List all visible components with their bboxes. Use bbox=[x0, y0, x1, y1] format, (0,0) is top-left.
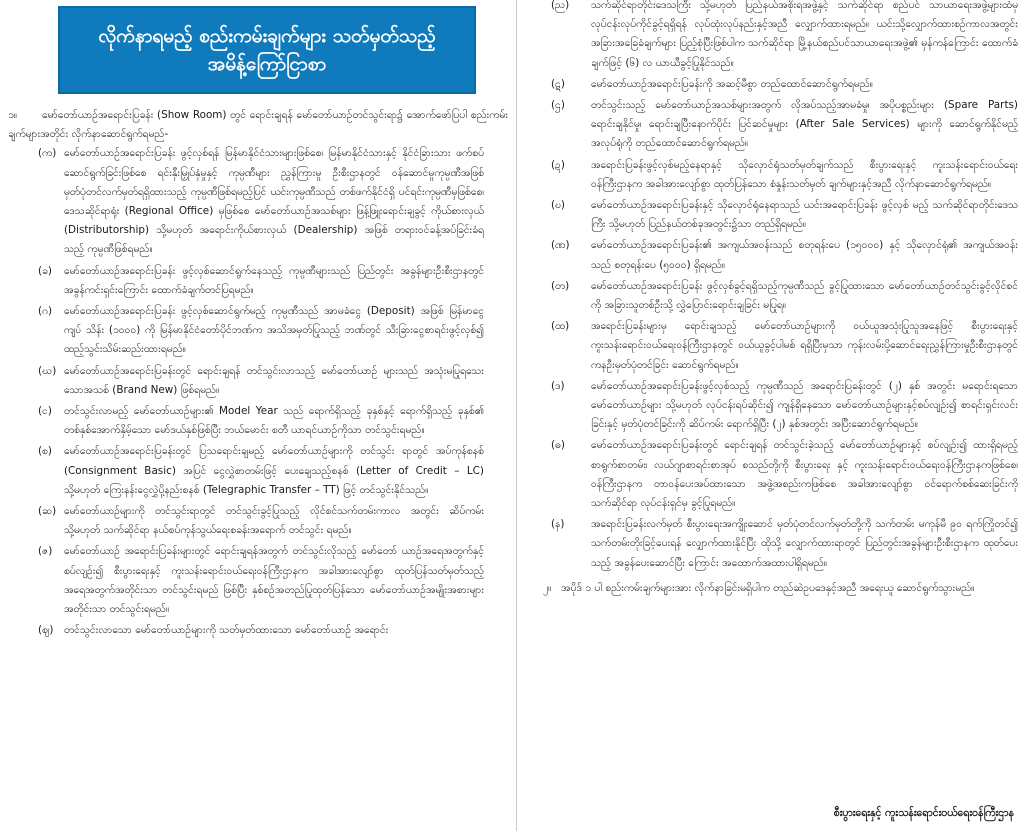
list-marker: (တ) bbox=[551, 279, 570, 292]
right-column bbox=[516, 0, 1028, 831]
paragraph-number: ၂။ bbox=[543, 581, 552, 594]
list-item bbox=[6, 262, 508, 300]
list-item bbox=[6, 402, 508, 440]
list-marker: (ဏ) bbox=[551, 239, 570, 252]
list-marker: (ဇ) bbox=[38, 545, 53, 558]
list-item bbox=[531, 436, 1018, 513]
list-marker: (စ) bbox=[38, 445, 52, 458]
list-item bbox=[6, 362, 508, 400]
list-item bbox=[531, 236, 1018, 274]
banner-title-line-1: လိုက်နာရမည့် စည်းကမ်းချက်များ သတ်မှတ်သည့် bbox=[98, 25, 436, 47]
list-marker: (န) bbox=[551, 518, 565, 531]
intro-text: မော်တော်ယာဉ်အရောင်းပြခန်း (Show Room) တွင် ရောင်းချရန် မော်တော်ယာဉ်တင်သွင်းရာ၌ အောက်ဖော်ပြပါ စည်းကမ်းချက်များအတိုင်း လိုက်နာဆောင်ရွက်ရမည်- bbox=[8, 109, 508, 141]
list-item bbox=[531, 317, 1018, 375]
closing-text: အပိုဒ် ၁ ပါ စည်းကမ်းချက်များအား လိုက်နာခြင်းမရှိပါက တည်ဆဲဥပဒေနှင့်အညီ အရေးယူ ဆောင်ရွက်သွားမည်။ bbox=[561, 581, 975, 594]
list-item-text: မော်တော်ယာဉ်အရောင်းပြခန်းဖွင့်လှစ်သည့် ကုမ္ပဏီသည် အရောင်းပြခန်းတွင် (၂) နှစ် အတွင်း မရောင်းရသော မော်တော်ယာဉ်များ သို့မဟုတ် လုပ်ငန်းရပ်ဆိုင်း၍ ကျန်ရှိနေသော မော်တော်ယာဉ်များနှင့်စပ်လျဉ်း၍ စာရင်းရှင်းလင်းခြင်းနှင့် မှတ်ပုံတင်ခြင်းကို ဆိပ်ကမ်း ရောက်ရှိပြီး (၂) နှစ်အတွင်း အပြီးဆောင်ရွက်ရမည်။ bbox=[591, 379, 1018, 431]
list-item-text: တင်သွင်းလာသော မော်တော်ယာဉ်များကို သတ်မှတ်ထားသော မော်တော်ယာဉ် အရောင်း bbox=[64, 624, 389, 637]
list-marker: (က) bbox=[38, 147, 57, 160]
list-item bbox=[531, 75, 1018, 94]
closing-paragraph bbox=[531, 579, 1018, 598]
list-marker: (ဈ) bbox=[38, 624, 54, 637]
list-item-text: မော်တော်ယာဉ်အရောင်းပြခန်းတွင် ရောင်းချရန် တင်သွင်းလာသည့် မော်တော်ယာဉ် များသည် အသုံးမပြုရသေးသောအသစ် (Brand New) ဖြစ်ရမည်။ bbox=[64, 364, 484, 396]
list-item-text: မော်တော်ယာဉ် အရောင်းပြခန်းများတွင် ရောင်းချရန်အတွက် တင်သွင်းလိုသည့် မော်တော် ယာဉ်အရေအတွက်နှင့်စပ်လျဉ်း၍ စီးပွားရေးနှင့် ကူးသန်းရောင်းဝယ်ရေးဝန်ကြီးဌာနက အခါအားလျော်စွာ ထုတ်ပြန်သတ်မှတ်သည့် အရေအတွက်အတိုင်းသာ တင်သွင်းရမည် ဖြစ်ပြီး နှစ်စဉ်အတည်ပြုထုတ်ပြန်သော မော်တော်ယာဉ်အမျိုးအစားများအတိုင်းသာ တင်သွင်းရမည်။ bbox=[64, 545, 484, 616]
intro-paragraph bbox=[6, 106, 508, 144]
list-item-text: မော်တော်ယာဉ်အရောင်းပြခန်းတွင် ပြသရောင်းချမည့် မော်တော်ယာဉ်များကို တင်သွင်း ရာတွင် အပ်ကုန်စနစ် (Consignment Basic) အပြင် ငွေလွှဲစာတမ်းဖြင့် ပေးချေသည့်စနစ် (Letter of Credit – LC) သို့မဟုတ် ကြေးနန်းငွေလွှဲပို့နည်းစနစ် (Telegraphic Transfer – TT) ဖြင့် တင်သွင်းနိုင်သည်။ bbox=[64, 445, 484, 496]
list-marker: (ဍ) bbox=[551, 158, 565, 171]
list-item bbox=[6, 542, 508, 619]
list-item bbox=[531, 0, 1018, 73]
list-item-text: မော်တော်ယာဉ်အရောင်းပြခန်း ဖွင့်လှစ်ဆောင်ရွက်မည့် ကုမ္ပဏီသည် အာမခံငွေ (Deposit) အဖြစ် မြန်မာငွေကျပ် သိန်း (၁၀၀၀) ကို မြန်မာနိုင်ငံတော်ပိုင်ဘဏ်က အသိအမှတ်ပြုသည့် ဘဏ်တွင် သီးခြားငွေစာရင်းဖွင့်လှစ်၍ ထည့်သွင်းသိမ်းဆည်းထားရမည်။ bbox=[64, 305, 484, 356]
issuing-ministry-signature: စီးပွားရေးနှင့် ကူးသန်းရောင်းဝယ်ရေးဝန်ကြီးဌာန bbox=[833, 807, 1014, 819]
list-item-text: တင်သွင်းသည့် မော်တော်ယာဉ်အသစ်များအတွက် လိုအပ်သည့်အာမခံမှု၊ အပိုပစ္စည်းများ (Spare Parts) ရောင်းချနိုင်မှု၊ ရောင်းချပြီးနောက်ပိုင်း ပြင်ဆင်မှုများ (After Sale Services) များကို ဆောင်ရွက်နိုင်မည့် အလုပ်ရုံကို တည်ထောင်ဆောင်ရွက်ရမည်။ bbox=[591, 99, 1018, 150]
title-banner bbox=[58, 6, 476, 94]
list-item bbox=[531, 277, 1018, 315]
list-item bbox=[531, 196, 1018, 234]
list-item bbox=[6, 302, 508, 360]
list-marker: (ဆ) bbox=[38, 505, 57, 518]
list-item-text: မော်တော်ယာဉ်အရောင်းပြခန်း၏ အကျယ်အဝန်းသည် စတုရန်းပေ (၁၅၀၀၀) နှင့် သိုလှောင်ရုံ၏ အကျယ်အဝန်းသည် စတုရန်းပေ (၅၀၀၀) ရှိရမည်။ bbox=[591, 239, 1018, 271]
list-item-text: မော်တော်ယာဉ်အရောင်းပြခန်းကို အဆင့်မီစွာ တည်ထောင်ဆောင်ရွက်ရမည်။ bbox=[591, 77, 873, 90]
list-marker: (ဋ) bbox=[551, 77, 565, 90]
list-marker: (ခ) bbox=[38, 264, 52, 277]
list-item-text: သက်ဆိုင်ရာတိုင်းဒေသကြီး သို့မဟုတ် ပြည်နယ်အစိုးရအဖွဲ့နှင့် သက်ဆိုင်ရာ စည်ပင် သာယာရေးအဖွဲ့များထံမှ လုပ်ငန်းလုပ်ကိုင်ခွင့်ရရှိရန် လုပ်ထုံးလုပ်နည်းနှင့်အညီ လျှောက်ထားရမည်။ ယင်းသို့လျှောက်ထားစဉ်ကာလအတွင်း အခြားအခြေခံချက်များ ပြည့်စုံပြီးဖြစ်ပါက သက်ဆိုင်ရာ မြို့နယ်စည်ပင်သာယာရေးအဖွဲ့၏ မှန်ကန်ကြောင်း ထောက်ခံချက်ဖြင့် (၆) လ ယာယီခွင့်ပြုနိုင်သည်။ bbox=[591, 0, 1018, 69]
list-item bbox=[6, 442, 508, 500]
list-item bbox=[531, 515, 1018, 573]
list-marker: (ဂ) bbox=[38, 305, 53, 318]
list-item bbox=[6, 621, 508, 642]
list-marker: (ဌ) bbox=[551, 99, 565, 112]
list-item-text: အရောင်းပြခန်းများမှ ရောင်းချသည့် မော်တော်ယာဉ်များကို ဝယ်ယူအသုံးပြုသူအနေဖြင့် စီးပွားရေးနှင့် ကူးသန်းရောင်းဝယ်ရေးဝန်ကြီးဌာနတွင် ဝယ်ယူခွင့်ပါမစ် ရရှိပြီးမှသာ ကုန်းလမ်းပို့ဆောင်ရေးညွှန်ကြားမှုဦးစီးဌာနတွင် ကနဦးမှတ်ပုံတင်ခြင်း ဆောင်ရွက်ရမည်။ bbox=[591, 320, 1018, 371]
list-item bbox=[6, 144, 508, 259]
list-item-text: မော်တော်ယာဉ်အရောင်းပြခန်း ဖွင့်လှစ်ဆောင်ရွက်နေသည့် ကုမ္ပဏီများသည် ပြည်တွင်း အခွန်များဦးစီးဌာနတွင် အခွန်ကင်းရှင်းကြောင်း ထောက်ခံချက်တင်ပြရမည်။ bbox=[64, 264, 484, 296]
list-marker: (ဒ) bbox=[551, 379, 565, 392]
list-marker: (င) bbox=[38, 405, 52, 418]
list-item-text: မော်တော်ယာဉ်အရောင်းပြခန်း ဖွင့်လှစ်ခွင့်ရရှိသည့်ကုမ္ပဏီသည် ခွင့်ပြုထားသော မော်တော်ယာဉ်တင်သွင်းခွင့်လိုင်စင်ကို အခြားသူတစ်ဦးသို့ လွှဲပြောင်းရောင်းချခြင်း မပြုရ။ bbox=[591, 279, 1018, 312]
list-item bbox=[531, 156, 1018, 194]
list-marker: (ဃ) bbox=[38, 364, 57, 377]
list-item-text: မော်တော်ယာဉ်အရောင်းပြခန်းနှင့် သိုလှောင်ရုံနေရာသည် ယင်းအရောင်းပြခန်း ဖွင့်လှစ် မည့် သက်ဆိုင်ရာတိုင်းဒေသကြီး သို့မဟုတ် ပြည်နယ်တစ်ခုအတွင်း၌သာ တည်ရှိရမည်။ bbox=[591, 199, 1018, 231]
list-marker: (ထ) bbox=[551, 320, 570, 333]
list-marker: (ဓ) bbox=[551, 439, 565, 452]
list-item-text: မော်တော်ယာဉ်အရောင်းပြခန်း ဖွင့်လှစ်ရန် မြန်မာနိုင်ငံသားများဖြစ်စေ၊ မြန်မာနိုင်ငံသားနှင့် နိုင်ငံခြားသား ဖက်စပ်ဆောင်ရွက်ခြင်းဖြစ်စေ ရင်းနှီးမြှုပ်နှံမှုနှင့် ကုမ္ပဏီများ ညွှန်ကြားမှု ဦးစီးဌာနတွင် ဝန်ဆောင်မှုကုမ္ပဏီအဖြစ် မှတ်ပုံတင်လက်မှတ်ရရှိထားသည့် ကုမ္ပဏီဖြစ်ရမည့်ပြင် ယင်းကုမ္ပဏီသည် တစ်ဖက်နိုင်ငံရှိ ပင်ရင်းကုမ္ပဏီမှဖြစ်စေ၊ ဒေသဆိုင်ရာရုံး (Regional Office) မှဖြစ်စေ မော်တော်ယာဉ်အသစ်များ ဖြန့်ဖြူးရောင်းချခွင့် ကိုယ်စားလှယ် (Distributorship) သို့မဟုတ် အရောင်းကိုယ်စားလှယ် (Dealership) အဖြစ် တရားဝင်ခန့်အပ်ခြင်းခံရသည့် ကုမ္ပဏီဖြစ်ရမည်။ bbox=[64, 147, 484, 256]
list-item bbox=[531, 377, 1018, 435]
list-item-text: မော်တော်ယာဉ်များကို တင်သွင်းရာတွင် တင်သွင်းခွင့်ပြုသည့် လိုင်စင်သက်တမ်းကာလ အတွင်း ဆိပ်ကမ်း သို့မဟုတ် သက်ဆိုင်ရာ နယ်စပ်ကုန်သွယ်ရေးစခန်းအရောက် တင်သွင်း ရမည်။ bbox=[64, 505, 484, 537]
list-item-text: အရောင်းပြခန်းလက်မှတ် စီးပွားရေးအကျိုးဆောင် မှတ်ပုံတင်လက်မှတ်တို့ကို သက်တမ်း မကုန်မီ ၉၀ ရက်ကြိုတင်၍ သက်တမ်းတိုးခြင့်ပေးရန် လျှောက်ထားနိုင်ပြီး ထိုသို့ လျှောက်ထားရာတွင် ပြည်တွင်းအခွန်များဦးစီးဌာနက ထုတ်ပေးသည့် အခွန်ပေးဆောင်ပြီး ကြောင်း အထောက်အထားပါရှိရမည်။ bbox=[591, 518, 1018, 569]
banner-title-line-2: အမိန့်ကြော်ငြာစာ bbox=[207, 53, 327, 75]
list-marker: (ည) bbox=[551, 0, 570, 11]
paragraph-number: ၁။ bbox=[8, 109, 17, 121]
list-marker: (ဎ) bbox=[551, 199, 565, 212]
list-item-text: အရောင်းပြခန်းဖွင့်လှစ်မည့်နေရာနှင့် သိုလှောင်ရုံသတ်မှတ်ချက်သည် စီးပွားရေးနှင့် ကူးသန်းရောင်းဝယ်ရေးဝန်ကြီးဌာနက အခါအားလျော်စွာ ထုတ်ပြန်သော စံနှုန်းသတ်မှတ် ချက်များနှင့်အညီ လိုက်နာဆောင်ရွက်ရမည်။ bbox=[591, 158, 1018, 190]
list-item-text: တင်သွင်းလာမည့် မော်တော်ယာဉ်များ၏ Model Year သည် ရောက်ရှိသည့် ခုနှစ်နှင့် ရောက်ရှိသည့် ခုနှစ်၏ တစ်နှစ်အောက်နှိမ့်သော မော်ဒယ်နှစ်ဖြစ်ပြီး ဘယ်မောင်း စတီ ယာရင်ယာဉ်ကိုသာ တင်သွင်းရမည်။ bbox=[64, 405, 484, 437]
list-item-text: မော်တော်ယာဉ်အရောင်းပြခန်းတွင် ရောင်းချရန် တင်သွင်းခဲ့သည့် မော်တော်ယာဉ်များနှင့် စပ်လျဉ်း၍ ထားရှိရမည့် စာရွက်စာတမ်း၊ လယ်ဂျာစာရင်းစာအုပ် စသည်တို့ကို စီးပွားရေး နှင့် ကူးသန်းရောင်းဝယ်ရေးဝန်ကြီးဌာနကဖြစ်စေ၊ ဝန်ကြီးဌာနက တာဝန်ပေးအပ်ထားသော အဖွဲ့အစည်းကဖြစ်စေ အခါအားလျော်စွာ ဝင်ရောက်စစ်ဆေးခြင်းကို သက်ဆိုင်ရာ လုပ်ငန်းရှင်မှ ခွင့်ပြုရမည်။ bbox=[591, 439, 1018, 510]
list-item bbox=[6, 502, 508, 540]
list-item bbox=[531, 96, 1018, 154]
